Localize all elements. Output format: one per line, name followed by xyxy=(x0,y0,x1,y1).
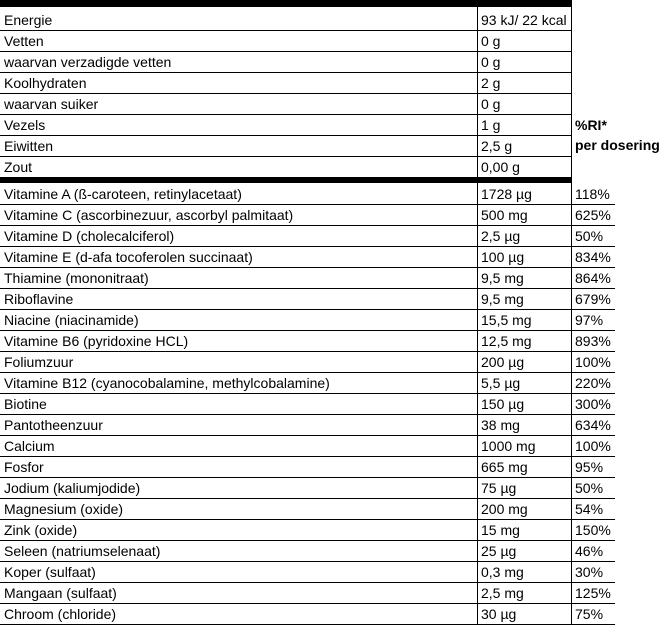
nutrient-ri-percent: 118% xyxy=(575,186,610,202)
micro-row xyxy=(0,415,615,436)
nutrient-name: Foliumzuur xyxy=(4,354,74,370)
nutrient-value: 2,5 g xyxy=(481,138,513,154)
nutrient-value: 75 µg xyxy=(481,480,517,496)
micro-row xyxy=(0,184,615,205)
nutrient-value: 1728 µg xyxy=(481,186,532,202)
nutrient-value: 1000 mg xyxy=(481,438,536,454)
nutrient-name: Vitamine B12 (cyanocobalamine, methylcobalamine) xyxy=(4,375,330,391)
nutrient-value: 2 g xyxy=(481,75,501,91)
nutrient-ri-percent: 97% xyxy=(575,312,604,328)
column-divider xyxy=(571,7,572,183)
macro-row xyxy=(0,115,572,136)
macro-row xyxy=(0,94,572,115)
micro-row xyxy=(0,331,615,352)
macro-row xyxy=(0,10,572,31)
micro-row xyxy=(0,373,615,394)
nutrient-value: 15 mg xyxy=(481,522,520,538)
nutrient-value: 150 µg xyxy=(481,396,525,412)
nutrient-name: waarvan suiker xyxy=(4,96,99,112)
micro-row xyxy=(0,583,615,604)
macro-row xyxy=(0,73,572,94)
table-top-rule xyxy=(0,0,572,7)
nutrient-value: 93 kJ/ 22 kcal xyxy=(481,12,567,28)
nutrient-name: Zout xyxy=(4,159,33,175)
nutrient-value: 25 µg xyxy=(481,543,517,559)
nutrient-name: Biotine xyxy=(4,396,47,412)
nutrient-name: Vezels xyxy=(4,117,46,133)
nutrient-name: Energie xyxy=(4,12,53,28)
micro-row xyxy=(0,457,615,478)
nutrient-ri-percent: 75% xyxy=(575,606,604,622)
column-divider xyxy=(477,7,478,177)
nutrient-ri-percent: 834% xyxy=(575,249,611,265)
nutrient-name: Mangaan (sulfaat) xyxy=(4,585,117,601)
nutrient-ri-percent: 46% xyxy=(575,543,604,559)
micro-row xyxy=(0,247,615,268)
micro-row xyxy=(0,562,615,583)
nutrient-name: Chroom (chloride) xyxy=(4,606,117,622)
nutrient-name: Koolhydraten xyxy=(4,75,87,91)
nutrient-ri-percent: 95% xyxy=(575,459,604,475)
nutrient-value: 500 mg xyxy=(481,207,528,223)
micro-row xyxy=(0,205,615,226)
macro-row xyxy=(0,157,572,178)
micro-row xyxy=(0,436,615,457)
nutrient-value: 665 mg xyxy=(481,459,528,475)
nutrient-value: 2,5 mg xyxy=(481,585,524,601)
nutrient-name: Niacine (niacinamide) xyxy=(4,312,139,328)
nutrient-value: 38 mg xyxy=(481,417,520,433)
nutrient-name: Calcium xyxy=(4,438,55,454)
nutrient-name: Magnesium (oxide) xyxy=(4,501,124,517)
nutrient-name: Jodium (kaliumjodide) xyxy=(4,480,141,496)
micro-row xyxy=(0,289,615,310)
column-divider xyxy=(477,183,478,624)
nutrient-name: waarvan verzadigde vetten xyxy=(4,54,172,70)
nutrient-value: 5,5 µg xyxy=(481,375,521,391)
nutrient-value: 100 µg xyxy=(481,249,525,265)
nutrient-ri-percent: 100% xyxy=(575,354,611,370)
nutrient-ri-percent: 50% xyxy=(575,480,604,496)
nutrient-name: Vitamine D (cholecalciferol) xyxy=(4,228,175,244)
nutrient-ri-percent: 300% xyxy=(575,396,611,412)
nutrient-name: Vitamine E (d-afa tocoferolen succinaat) xyxy=(4,249,253,265)
nutrient-ri-percent: 54% xyxy=(575,501,604,517)
nutrient-name: Zink (oxide) xyxy=(4,522,78,538)
micro-row xyxy=(0,499,615,520)
nutrient-value: 30 µg xyxy=(481,606,517,622)
nutrient-name: Pantotheenzuur xyxy=(4,417,103,433)
micro-row xyxy=(0,268,615,289)
nutrient-name: Thiamine (mononitraat) xyxy=(4,270,149,286)
table-section-rule xyxy=(0,177,572,183)
nutrient-ri-percent: 220% xyxy=(575,375,611,391)
ri-header-line2: per dosering xyxy=(575,137,660,153)
nutrient-ri-percent: 634% xyxy=(575,417,611,433)
micro-row xyxy=(0,352,615,373)
nutrient-ri-percent: 679% xyxy=(575,291,611,307)
nutrient-value: 200 mg xyxy=(481,501,528,517)
micro-row xyxy=(0,310,615,331)
micro-row xyxy=(0,478,615,499)
nutrient-name: Vitamine A (ß-caroteen, retinylacetaat) xyxy=(4,186,242,202)
nutrient-value: 200 µg xyxy=(481,354,525,370)
nutrient-ri-percent: 625% xyxy=(575,207,611,223)
nutrient-name: Vitamine C (ascorbinezuur, ascorbyl palmitaat) xyxy=(4,207,294,223)
nutrient-value: 9,5 mg xyxy=(481,270,524,286)
nutrient-ri-percent: 864% xyxy=(575,270,611,286)
nutrient-value: 0 g xyxy=(481,54,501,70)
nutrient-name: Vitamine B6 (pyridoxine HCL) xyxy=(4,333,189,349)
nutrient-value: 0,00 g xyxy=(481,159,520,175)
nutrient-value: 15,5 mg xyxy=(481,312,532,328)
ri-header-line1: %RI* xyxy=(575,117,607,133)
nutrient-value: 0 g xyxy=(481,33,501,49)
nutrient-ri-percent: 893% xyxy=(575,333,611,349)
nutrient-ri-percent: 100% xyxy=(575,438,611,454)
micro-row xyxy=(0,226,615,247)
micro-row xyxy=(0,604,615,625)
nutrient-name: Eiwitten xyxy=(4,138,54,154)
nutrient-name: Riboflavine xyxy=(4,291,74,307)
column-divider xyxy=(571,183,572,624)
nutrient-ri-percent: 150% xyxy=(575,522,611,538)
nutrient-name: Vetten xyxy=(4,33,44,49)
nutrient-ri-percent: 125% xyxy=(575,585,611,601)
micro-row xyxy=(0,394,615,415)
nutrient-value: 0 g xyxy=(481,96,501,112)
nutrient-name: Fosfor xyxy=(4,459,44,475)
nutrient-ri-percent: 30% xyxy=(575,564,604,580)
nutrient-value: 12,5 mg xyxy=(481,333,532,349)
micro-row xyxy=(0,520,615,541)
macro-row xyxy=(0,52,572,73)
nutrient-value: 1 g xyxy=(481,117,501,133)
nutrient-value: 9,5 mg xyxy=(481,291,524,307)
nutrient-name: Seleen (natriumselenaat) xyxy=(4,543,161,559)
macro-row xyxy=(0,31,572,52)
macro-row xyxy=(0,136,572,157)
nutrient-value: 2,5 µg xyxy=(481,228,521,244)
micro-row xyxy=(0,541,615,562)
nutrient-name: Koper (sulfaat) xyxy=(4,564,96,580)
nutrient-value: 0,3 mg xyxy=(481,564,524,580)
nutrient-ri-percent: 50% xyxy=(575,228,604,244)
